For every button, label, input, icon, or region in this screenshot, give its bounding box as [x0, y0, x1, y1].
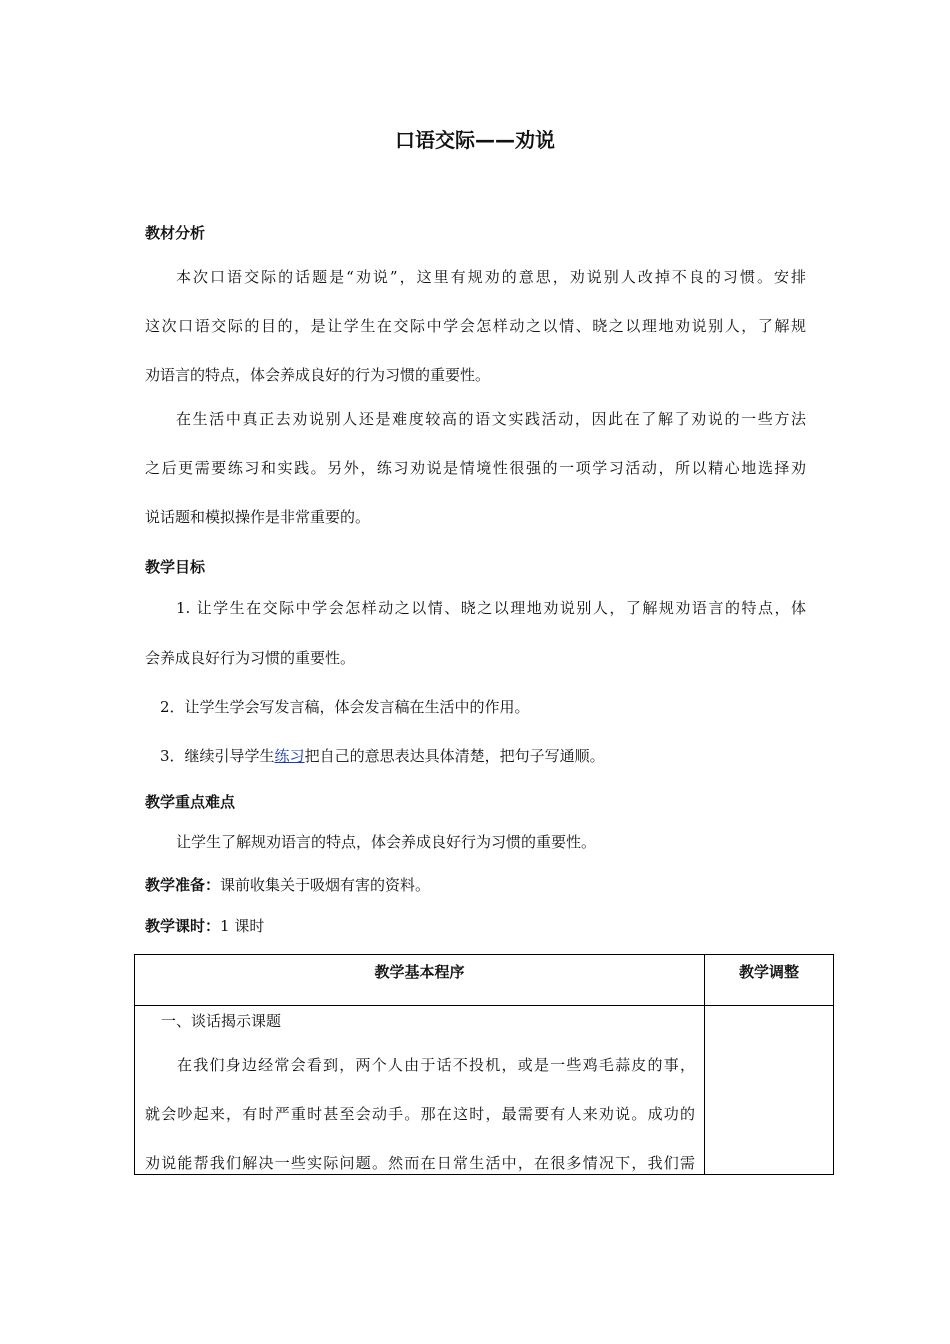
key-points-text: 让学生了解规劝语言的特点，体会养成良好行为习惯的重要性。: [176, 833, 597, 851]
adjustment-cell: [705, 1006, 834, 1175]
section-heading-goals: 教学目标: [145, 558, 206, 576]
table-header-row: [135, 955, 834, 1006]
cell-text-line: 在我们身边经常会看到，两个人由于话不投机，或是一些鸡毛蒜皮的事，: [177, 1056, 695, 1074]
table-row: [135, 1006, 834, 1175]
section-heading-analysis: 教材分析: [145, 224, 206, 242]
procedure-cell: [135, 1006, 705, 1175]
cell-text-line: 劝说能帮我们解决一些实际问题。然而在日常生活中，在很多情况下，我们需: [145, 1154, 695, 1172]
goal-item-2: 2．让学生学会写发言稿，体会发言稿在生活中的作用。: [160, 698, 530, 716]
goal-item-1-cont: 会养成良好行为习惯的重要性。: [145, 649, 356, 667]
cell-text-line: 就会吵起来，有时严重时甚至会动手。那在这时，最需要有人来劝说。成功的: [145, 1105, 695, 1123]
paragraph-line: 本次口语交际的话题是“劝说”，这里有规劝的意思，劝说别人改掉不良的习惯。安排: [176, 268, 806, 286]
lesson-plan-table: [134, 954, 834, 1175]
goal-item-3: [160, 745, 605, 766]
goal-item-3-text-end: 把自己的意思表达具体清楚，把句子写通顺。: [304, 747, 605, 765]
goal-item-3-text: 3．继续引导学生: [160, 747, 275, 765]
practice-link[interactable]: 练习: [274, 747, 305, 765]
section-heading-key-points: 教学重点难点: [145, 793, 236, 811]
page-title: 口语交际——劝说: [395, 128, 555, 152]
hours-line: [145, 915, 264, 936]
hours-text: 1 课时: [220, 917, 265, 935]
goal-item-1: 1. 让学生在交际中学会怎样动之以情、晓之以理地劝说别人，了解规劝语言的特点，体: [176, 599, 806, 617]
preparation-text: 课前收集关于吸烟有害的资料。: [220, 876, 431, 894]
paragraph-line: 之后更需要练习和实践。另外，练习劝说是情境性很强的一项学习活动，所以精心地选择劝: [145, 459, 806, 477]
paragraph-line: 在生活中真正去劝说别人还是难度较高的语文实践活动，因此在了解了劝说的一些方法: [176, 410, 806, 428]
preparation-label: 教学准备：: [145, 876, 221, 894]
preparation-line: [145, 874, 430, 895]
step-title: 一、谈话揭示课题: [161, 1012, 282, 1030]
table-header-procedure: 教学基本程序: [135, 955, 705, 1006]
paragraph-line: 说话题和模拟操作是非常重要的。: [145, 508, 371, 526]
paragraph-line: 劝语言的特点，体会养成良好的行为习惯的重要性。: [145, 366, 491, 384]
table-header-adjustment: 教学调整: [705, 955, 834, 1006]
paragraph-line: 这次口语交际的目的，是让学生在交际中学会怎样动之以情、晓之以理地劝说别人，了解规: [145, 317, 806, 335]
hours-label: 教学课时：: [145, 917, 221, 935]
